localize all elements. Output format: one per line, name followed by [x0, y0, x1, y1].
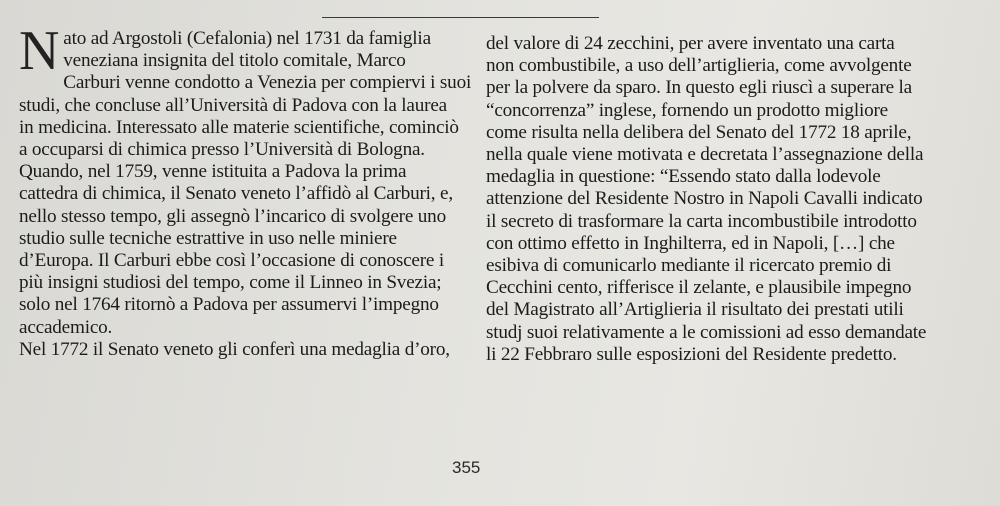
drop-cap-lines	[19, 20, 481, 82]
text-line: il secreto di trasformare la carta incombustibile introdotto	[486, 210, 917, 232]
text-line: come risulta nella delibera del Senato del 1772 18 aprile,	[486, 121, 912, 143]
text-line: nella quale viene motivata e decretata l’assegnazione della	[486, 144, 924, 166]
text-line: medaglia in questione: “Essendo stato dalla lodevole	[486, 166, 881, 188]
text-line: nello stesso tempo, gli assegnò l’incarico di svolgere uno	[19, 205, 446, 227]
text-line: Carburi venne condotto a Venezia per compiervi i suoi	[63, 72, 472, 94]
text-line: esibiva di comunicarlo mediante il ricercato premio di	[486, 255, 892, 277]
text-line: più insigni studiosi del tempo, come il Linneo in Svezia;	[19, 272, 442, 294]
text-line: d’Europa. Il Carburi ebbe così l’occasione di conoscere i	[19, 250, 444, 272]
text-line: Nel 1772 il Senato veneto gli conferì una medaglia d’oro,	[19, 338, 450, 360]
text-line: “concorrenza” inglese, fornendo un prodotto migliore	[486, 99, 888, 121]
left-column	[19, 20, 481, 361]
text-line: in medicina. Interessato alle materie scientifiche, cominciò	[19, 116, 459, 138]
text-line: non combustibile, a uso dell’artiglieria, come avvolgente	[486, 55, 912, 77]
right-column	[486, 33, 986, 366]
text-line: studj suoi relativamente a le comissioni ad esso demandate	[486, 321, 927, 343]
text-line: del Magistrato all’Artiglieria il risultato dei prestati utili	[486, 299, 904, 321]
text-line: li 22 Febbraro sulle esposizioni del Residente predetto.	[486, 343, 897, 365]
text-line: Quando, nel 1759, venne istituita a Padova la prima	[19, 161, 407, 183]
text-line: a occuparsi di chimica presso l’Università di Bologna.	[19, 139, 425, 161]
text-line: studio sulle tecniche estrattive in uso nelle miniere	[19, 227, 397, 249]
text-line: Cecchini cento, rifferisce il zelante, e plausibile impegno	[486, 277, 912, 299]
drop-cap: N	[19, 20, 60, 82]
header-rule	[322, 17, 599, 18]
text-line: con ottimo effetto in Inghilterra, ed in Napoli, […] che	[486, 232, 895, 254]
text-line: del valore di 24 zecchini, per avere inventato una carta	[486, 33, 895, 54]
text-line: ato ad Argostoli (Cefalonia) nel 1731 da famiglia	[63, 28, 431, 49]
text-line: attenzione del Residente Nostro in Napoli Cavalli indicato	[486, 188, 923, 210]
text-line: veneziana insignita del titolo comitale, Marco	[63, 50, 406, 72]
text-line: per la polvere da sparo. In questo egli riuscì a superare la	[486, 77, 912, 99]
text-line: accademico.	[19, 316, 113, 338]
text-line: studi, che concluse all’Università di Padova con la laurea	[19, 94, 447, 116]
text-line: solo nel 1764 ritornò a Padova per assumervi l’impegno	[19, 294, 439, 316]
text-line: cattedra di chimica, il Senato veneto l’affidò al Carburi, e,	[19, 183, 453, 205]
page-number: 355	[452, 458, 481, 477]
